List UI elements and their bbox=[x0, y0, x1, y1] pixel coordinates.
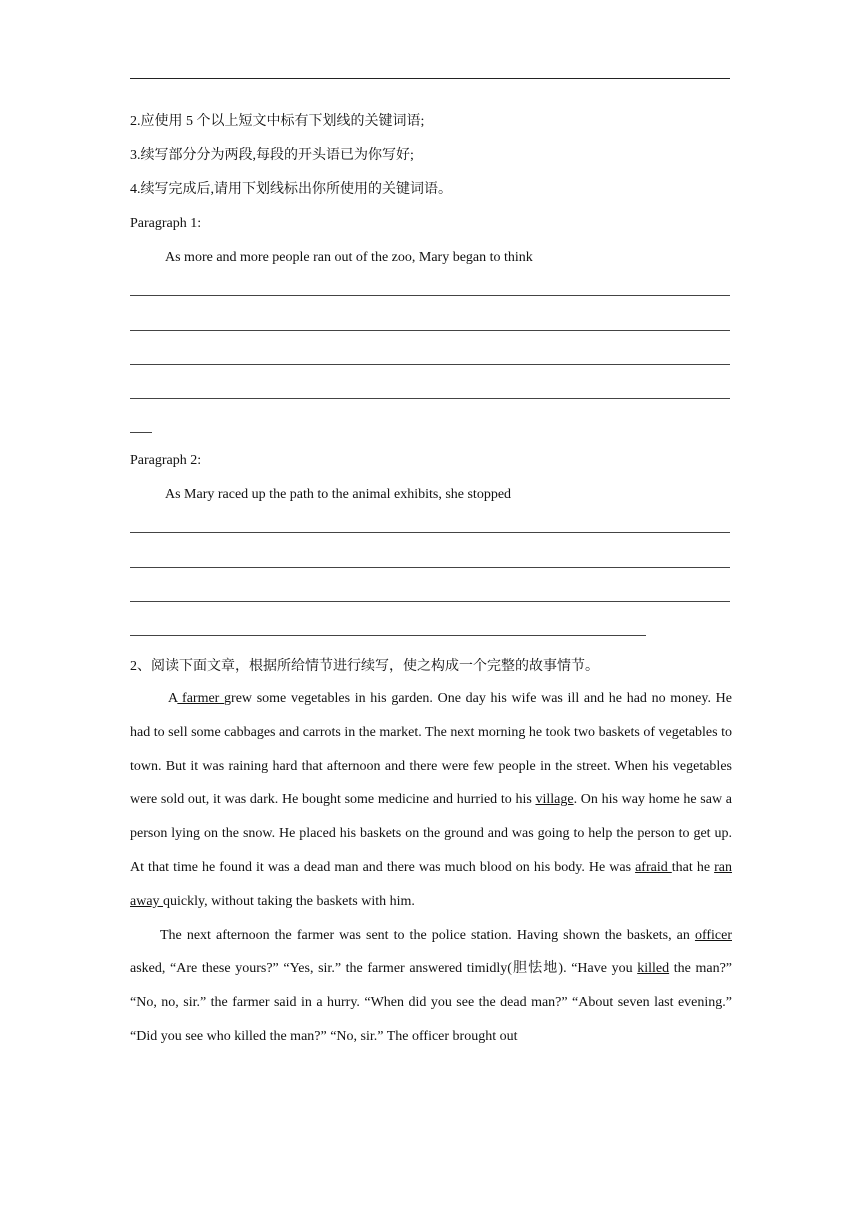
keyword-officer: officer bbox=[694, 927, 732, 943]
writing-line bbox=[130, 601, 730, 602]
text-run: grew some vegetables in his garden. One day his wife was ill and he had no money. He had to sell some cabbages and carrots in the market. The next morning he took two baskets of vegetables to town. But it was raining hard that afternoon and there were few people in the street. When his vegetables were sold out, it was dark. He bought some medicine and hurried to his bbox=[130, 691, 732, 808]
text-run: quickly, without taking the baskets with him. bbox=[163, 893, 415, 909]
paragraph1-opening: As more and more people ran out of the zoo, Mary began to think bbox=[165, 250, 533, 265]
instruction-4: 4.续写完成后,请用下划线标出你所使用的关键词语。 bbox=[130, 182, 452, 197]
instruction-3: 3.续写部分分为两段,每段的开头语已为你写好; bbox=[130, 148, 414, 163]
story-paragraph-2 bbox=[130, 919, 732, 1054]
writing-line bbox=[130, 398, 730, 399]
keyword-killed: killed bbox=[637, 961, 670, 977]
text-run: The next afternoon the farmer was sent to the police station. Having shown the baskets, an bbox=[160, 927, 695, 943]
task2-heading: 2、阅读下面文章，根据所给情节进行续写，使之构成一个完整的故事情节。 bbox=[130, 659, 599, 674]
top-rule bbox=[130, 78, 730, 79]
paragraph1-label: Paragraph 1: bbox=[130, 216, 202, 231]
writing-line bbox=[130, 567, 730, 568]
chinese-gloss: 胆怯地 bbox=[511, 960, 559, 977]
text-run: ). “Have you bbox=[558, 961, 638, 977]
writing-line bbox=[130, 330, 730, 331]
writing-line bbox=[130, 532, 730, 533]
paragraph2-label: Paragraph 2: bbox=[130, 453, 202, 468]
writing-line bbox=[130, 364, 730, 365]
instruction-2: 2.应使用 5 个以上短文中标有下划线的关键词语; bbox=[130, 114, 425, 129]
paragraph2-opening: As Mary raced up the path to the animal exhibits, she stopped bbox=[165, 487, 512, 502]
story-paragraph-1 bbox=[130, 682, 732, 919]
text-run: asked, “Are these yours?” “Yes, sir.” the farmer answered timidly( bbox=[130, 961, 512, 977]
story-text bbox=[130, 682, 732, 1054]
text-run: that he bbox=[671, 859, 715, 875]
keyword-afraid: afraid bbox=[635, 859, 672, 875]
keyword-farmer: farmer bbox=[177, 691, 225, 706]
keyword-village: village bbox=[535, 792, 574, 808]
writing-line bbox=[130, 635, 646, 636]
text-run: A bbox=[168, 691, 178, 706]
writing-line bbox=[130, 432, 152, 433]
writing-line bbox=[130, 295, 730, 296]
keyword-ran-away: ran away bbox=[130, 859, 732, 909]
text-run: . On his way home he saw a person lying on the snow. He placed his baskets on the ground and was going to help the person to get up. At that time he found it was a dead man and there was much blood on his body. He was bbox=[130, 792, 732, 875]
text-run: the man?” “No, no, sir.” the farmer said in a hurry. “When did you see the dead man?” “About seven last evening.” “Did you see who killed the man?” “No, sir.” The officer brought out bbox=[130, 961, 732, 1044]
